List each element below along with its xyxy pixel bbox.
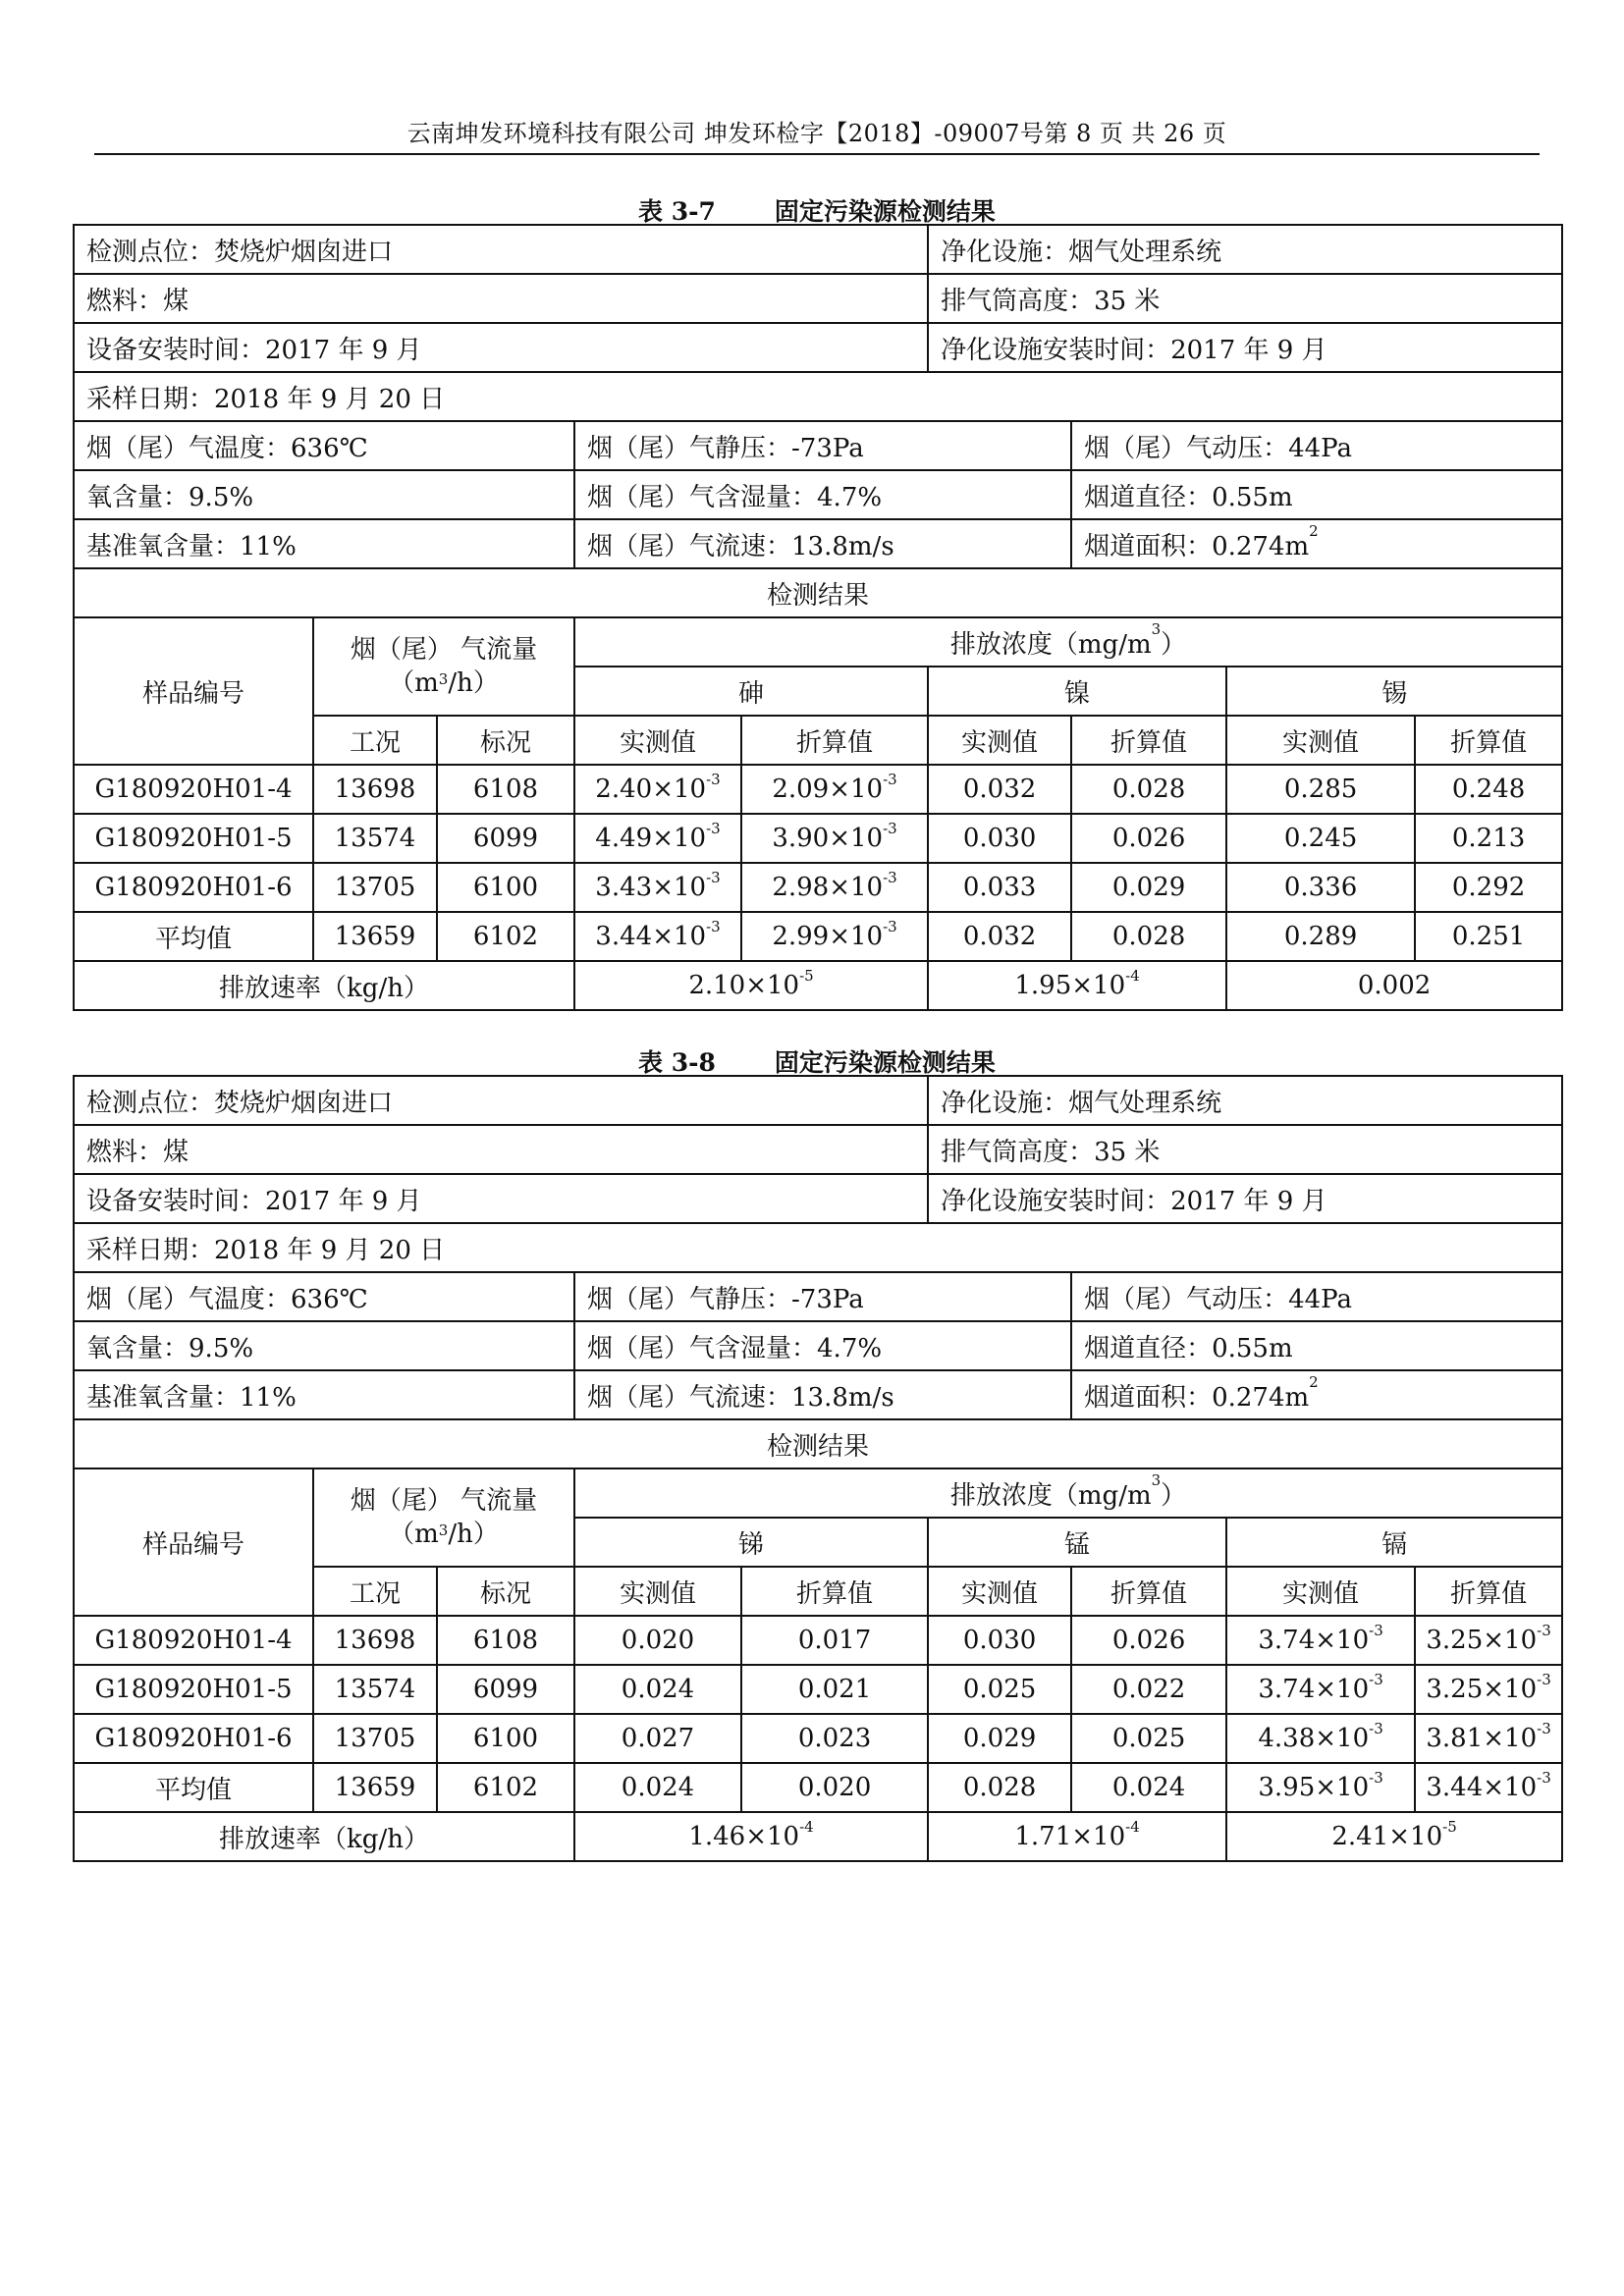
concentration-cell: $3.25\times 10^{-3}$ — [1415, 1616, 1562, 1665]
emission-rate-label: 排放速率（kg/h） — [74, 1812, 574, 1861]
concentration-cell: 0.028 — [928, 1763, 1071, 1812]
flow-work-cell: 13705 — [313, 863, 437, 912]
flow-std-cell: 6102 — [437, 912, 574, 961]
install-time-cell: 设备安装时间：2017 年 9 月 — [74, 323, 928, 372]
sample-no-header: 样品编号 — [74, 1468, 313, 1616]
detect-point-cell: 检测点位：焚烧炉烟囱进口 — [74, 1076, 928, 1125]
flow-std-cell: 6100 — [437, 1714, 574, 1763]
concentration-cell: 0.336 — [1226, 863, 1415, 912]
table-number: 表 3-7 — [638, 197, 716, 226]
concentration-cell: 0.017 — [741, 1616, 928, 1665]
purify-cell: 净化设施：烟气处理系统 — [928, 1076, 1562, 1125]
concentration-cell: $3.81\times 10^{-3}$ — [1415, 1714, 1562, 1763]
pollutant-header: 镍 — [928, 667, 1226, 716]
standard-condition-header: 标况 — [437, 1567, 574, 1616]
results-heading: 检测结果 — [74, 568, 1562, 617]
sample-id-cell: G180920H01-4 — [74, 765, 313, 814]
pollutant-header: 镉 — [1226, 1518, 1562, 1567]
oxygen-cell: 氧含量：9.5% — [74, 470, 574, 519]
dynamic-pressure-cell: 烟（尾）气动压：44Pa — [1071, 421, 1562, 470]
sample-id-cell: 平均值 — [74, 1763, 313, 1812]
sample-id-cell: G180920H01-6 — [74, 863, 313, 912]
concentration-cell: 0.027 — [574, 1714, 741, 1763]
concentration-cell: $3.95\times 10^{-3}$ — [1226, 1763, 1415, 1812]
sample-no-header: 样品编号 — [74, 617, 313, 765]
concentration-cell: $3.74\times 10^{-3}$ — [1226, 1616, 1415, 1665]
table-row — [74, 1616, 1562, 1665]
pollutant-header: 锑 — [574, 1518, 928, 1567]
duct-area-cell: 烟道面积：$0.274m^2$ — [1071, 1370, 1562, 1419]
table-caption — [73, 192, 1561, 228]
concentration-cell: $3.74\times 10^{-3}$ — [1226, 1665, 1415, 1714]
sample-id-cell: 平均值 — [74, 912, 313, 961]
flow-work-cell: 13705 — [313, 1714, 437, 1763]
flow-work-cell: 13659 — [313, 1763, 437, 1812]
table-title: 固定污染源检测结果 — [774, 197, 996, 226]
concentration-cell: 0.285 — [1226, 765, 1415, 814]
concentration-cell: 0.251 — [1415, 912, 1562, 961]
concentration-cell: 0.024 — [1071, 1763, 1226, 1812]
converted-header: 折算值 — [1415, 716, 1562, 765]
measured-header: 实测值 — [928, 1567, 1071, 1616]
concentration-cell: $3.25\times 10^{-3}$ — [1415, 1665, 1562, 1714]
concentration-cell: 0.029 — [1071, 863, 1226, 912]
page-header: 云南坤发环境科技有限公司 坤发环检字【2018】-09007号第 8 页 共 26 页 — [406, 120, 1227, 147]
pollution-source-table — [73, 224, 1563, 1011]
concentration-header: 排放浓度$(mg/m^3)$ — [574, 617, 1562, 667]
static-pressure-cell: 烟（尾）气静压：-73Pa — [574, 421, 1071, 470]
pollutant-header: 锰 — [928, 1518, 1226, 1567]
emission-rate-cell: $1.71\times 10^{-4}$ — [928, 1812, 1226, 1861]
flow-work-cell: 13698 — [313, 765, 437, 814]
table-row — [74, 1763, 1562, 1812]
emission-rate-cell: $1.95\times 10^{-4}$ — [928, 961, 1226, 1010]
work-condition-header: 工况 — [313, 716, 437, 765]
concentration-cell: 0.024 — [574, 1763, 741, 1812]
emission-rate-cell: $1.46\times 10^{-4}$ — [574, 1812, 928, 1861]
flow-header: 烟（尾） 气流量 $(m^3/h)$ — [313, 1468, 574, 1567]
flow-std-cell: 6108 — [437, 1616, 574, 1665]
concentration-cell: $3.44\times 10^{-3}$ — [574, 912, 741, 961]
sample-date-cell: 采样日期：2018 年 9 月 20 日 — [74, 372, 1562, 421]
fuel-cell: 燃料：煤 — [74, 274, 928, 323]
concentration-cell: 0.028 — [1071, 765, 1226, 814]
concentration-cell: $4.38\times 10^{-3}$ — [1226, 1714, 1415, 1763]
oxygen-cell: 氧含量：9.5% — [74, 1321, 574, 1370]
emission-rate-cell: 0.002 — [1226, 961, 1562, 1010]
table-row — [74, 1714, 1562, 1763]
table-number: 表 3-8 — [638, 1048, 716, 1077]
converted-header: 折算值 — [1071, 1567, 1226, 1616]
flow-std-cell: 6102 — [437, 1763, 574, 1812]
pollutant-header: 砷 — [574, 667, 928, 716]
flow-header: 烟（尾） 气流量 $(m^3/h)$ — [313, 617, 574, 716]
purify-cell: 净化设施：烟气处理系统 — [928, 225, 1562, 274]
velocity-cell: 烟（尾）气流速：13.8m/s — [574, 519, 1071, 568]
purify-install-time-cell: 净化设施安装时间：2017 年 9 月 — [928, 323, 1562, 372]
concentration-cell: 0.025 — [928, 1665, 1071, 1714]
concentration-cell: $2.09\times 10^{-3}$ — [741, 765, 928, 814]
table-row — [74, 814, 1562, 863]
concentration-cell: 0.033 — [928, 863, 1071, 912]
purify-install-time-cell: 净化设施安装时间：2017 年 9 月 — [928, 1174, 1562, 1223]
concentration-cell: 0.029 — [928, 1714, 1071, 1763]
flow-work-cell: 13574 — [313, 1665, 437, 1714]
concentration-cell: 0.292 — [1415, 863, 1562, 912]
concentration-cell: 0.248 — [1415, 765, 1562, 814]
measured-header: 实测值 — [574, 716, 741, 765]
gas-temp-cell: 烟（尾）气温度：636℃ — [74, 1272, 574, 1321]
flow-work-cell: 13659 — [313, 912, 437, 961]
concentration-cell: 0.021 — [741, 1665, 928, 1714]
gas-temp-cell: 烟（尾）气温度：636℃ — [74, 421, 574, 470]
converted-header: 折算值 — [741, 1567, 928, 1616]
converted-header: 折算值 — [1415, 1567, 1562, 1616]
dynamic-pressure-cell: 烟（尾）气动压：44Pa — [1071, 1272, 1562, 1321]
table-row — [74, 1665, 1562, 1714]
concentration-cell: 0.026 — [1071, 814, 1226, 863]
header-divider — [94, 153, 1540, 155]
concentration-cell: $2.98\times 10^{-3}$ — [741, 863, 928, 912]
concentration-cell: 0.030 — [928, 1616, 1071, 1665]
concentration-cell: 0.213 — [1415, 814, 1562, 863]
flow-std-cell: 6108 — [437, 765, 574, 814]
concentration-cell: 0.020 — [741, 1763, 928, 1812]
humidity-cell: 烟（尾）气含湿量：4.7% — [574, 470, 1071, 519]
table-row — [74, 765, 1562, 814]
flow-std-cell: 6099 — [437, 1665, 574, 1714]
fuel-cell: 燃料：煤 — [74, 1125, 928, 1174]
pollution-source-table — [73, 1075, 1563, 1862]
concentration-cell: 0.289 — [1226, 912, 1415, 961]
concentration-cell: 0.030 — [928, 814, 1071, 863]
measured-header: 实测值 — [928, 716, 1071, 765]
concentration-cell: $3.43\times 10^{-3}$ — [574, 863, 741, 912]
static-pressure-cell: 烟（尾）气静压：-73Pa — [574, 1272, 1071, 1321]
install-time-cell: 设备安装时间：2017 年 9 月 — [74, 1174, 928, 1223]
duct-area-cell: 烟道面积：$0.274m^2$ — [1071, 519, 1562, 568]
ref-oxygen-cell: 基准氧含量：11% — [74, 1370, 574, 1419]
sample-id-cell: G180920H01-5 — [74, 1665, 313, 1714]
sample-id-cell: G180920H01-4 — [74, 1616, 313, 1665]
concentration-cell: $3.90\times 10^{-3}$ — [741, 814, 928, 863]
concentration-cell: 0.032 — [928, 912, 1071, 961]
work-condition-header: 工况 — [313, 1567, 437, 1616]
standard-condition-header: 标况 — [437, 716, 574, 765]
concentration-cell: 0.025 — [1071, 1714, 1226, 1763]
flow-std-cell: 6099 — [437, 814, 574, 863]
sample-date-cell: 采样日期：2018 年 9 月 20 日 — [74, 1223, 1562, 1272]
flow-std-cell: 6100 — [437, 863, 574, 912]
concentration-cell: $2.99\times 10^{-3}$ — [741, 912, 928, 961]
measured-header: 实测值 — [1226, 716, 1415, 765]
concentration-cell: 0.020 — [574, 1616, 741, 1665]
measured-header: 实测值 — [1226, 1567, 1415, 1616]
table-row — [74, 912, 1562, 961]
concentration-cell: 0.023 — [741, 1714, 928, 1763]
duct-diameter-cell: 烟道直径：0.55m — [1071, 470, 1562, 519]
velocity-cell: 烟（尾）气流速：13.8m/s — [574, 1370, 1071, 1419]
stack-height-cell: 排气筒高度：35 米 — [928, 274, 1562, 323]
emission-rate-cell: $2.41\times 10^{-5}$ — [1226, 1812, 1562, 1861]
concentration-cell: 0.022 — [1071, 1665, 1226, 1714]
converted-header: 折算值 — [1071, 716, 1226, 765]
emission-rate-label: 排放速率（kg/h） — [74, 961, 574, 1010]
flow-work-cell: 13574 — [313, 814, 437, 863]
emission-rate-cell: $2.10\times 10^{-5}$ — [574, 961, 928, 1010]
measured-header: 实测值 — [574, 1567, 741, 1616]
concentration-cell: 0.028 — [1071, 912, 1226, 961]
ref-oxygen-cell: 基准氧含量：11% — [74, 519, 574, 568]
results-heading: 检测结果 — [74, 1419, 1562, 1468]
stack-height-cell: 排气筒高度：35 米 — [928, 1125, 1562, 1174]
flow-work-cell: 13698 — [313, 1616, 437, 1665]
pollutant-header: 锡 — [1226, 667, 1562, 716]
concentration-cell: $4.49\times 10^{-3}$ — [574, 814, 741, 863]
converted-header: 折算值 — [741, 716, 928, 765]
detect-point-cell: 检测点位：焚烧炉烟囱进口 — [74, 225, 928, 274]
concentration-cell: 0.245 — [1226, 814, 1415, 863]
concentration-cell: $3.44\times 10^{-3}$ — [1415, 1763, 1562, 1812]
humidity-cell: 烟（尾）气含湿量：4.7% — [574, 1321, 1071, 1370]
concentration-cell: 0.024 — [574, 1665, 741, 1714]
concentration-cell: $2.40\times 10^{-3}$ — [574, 765, 741, 814]
concentration-cell: 0.026 — [1071, 1616, 1226, 1665]
table-title: 固定污染源检测结果 — [774, 1048, 996, 1077]
table-row — [74, 863, 1562, 912]
duct-diameter-cell: 烟道直径：0.55m — [1071, 1321, 1562, 1370]
concentration-cell: 0.032 — [928, 765, 1071, 814]
concentration-header: 排放浓度$(mg/m^3)$ — [574, 1468, 1562, 1518]
table-caption — [73, 1043, 1561, 1079]
sample-id-cell: G180920H01-5 — [74, 814, 313, 863]
sample-id-cell: G180920H01-6 — [74, 1714, 313, 1763]
